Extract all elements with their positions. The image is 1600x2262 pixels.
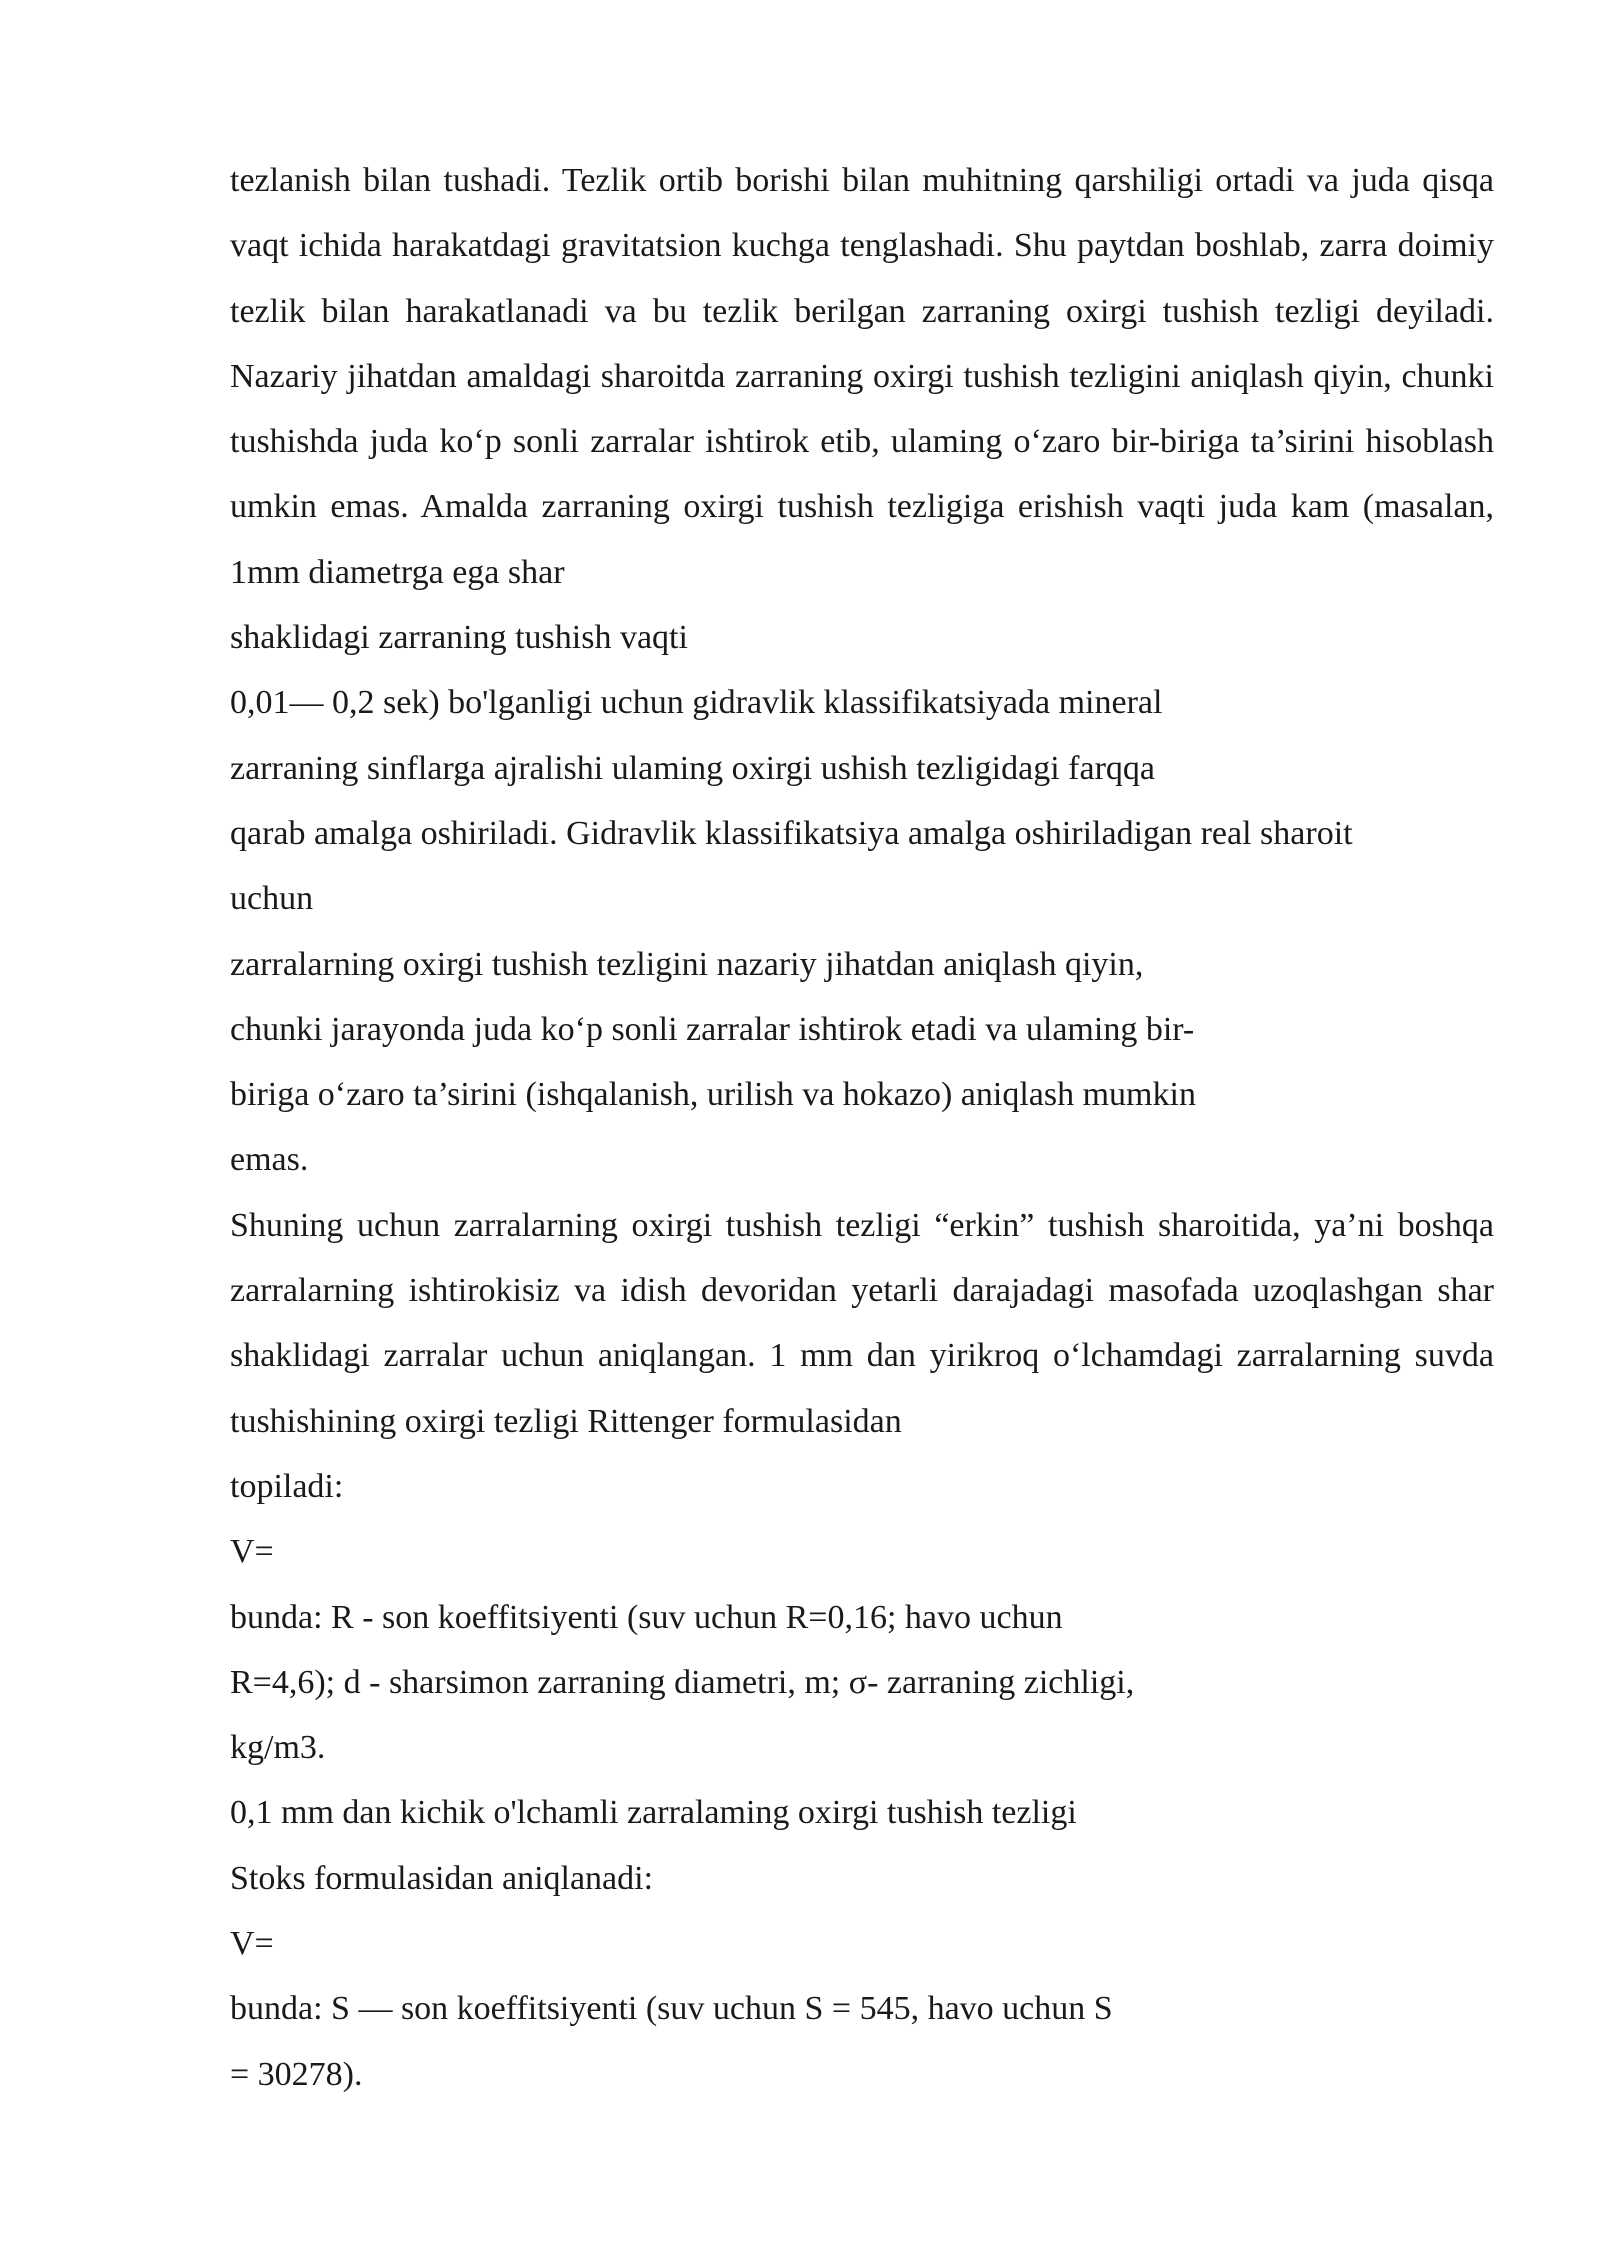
text-line: chunki jarayonda juda ko‘p sonli zarralar ishtirok etadi va ulaming bir- [230,1010,1195,1048]
text-line: Stoks formulasidan aniqlanadi: [230,1859,654,1897]
text-line: emas. [230,1141,309,1179]
text-line: topiladi: [230,1467,344,1505]
formula-rittenger: V= [230,1533,274,1571]
formula-stokes: V= [230,1925,274,1963]
document-page [230,148,1494,2107]
paragraph-terminal-velocity: tezlanish bilan tushadi. Tezlik ortib borishi bilan muhitning qarshiligi ortadi va juda qisqa vaqt ichida harakatdagi gravitatsion kuchga tenglashadi. Shu paytdan boshlab, zarra doimiy tezlik bilan harakatlanadi va bu tezlik berilgan zarraning oxirgi tushish tezligi deyiladi. Nazariy jihatdan amaldagi sharoitda zarraning oxirgi tushish tezligini aniqlash qiyin, chunki tushishda juda ko‘p sonli zarralar ishtirok etib, ulaming o‘zaro bir-biriga ta’sirini hisoblash umkin emas. Amalda zarraning oxirgi tushish tezligiga erishish vaqti juda kam (masalan, 1mm diametrga ega shar [230,162,1494,591]
text-line: 0,1 mm dan kichik o'lchamli zarralaming oxirgi tushish tezligi [230,1794,1077,1832]
text-line: bunda: S — son koeffitsiyenti (suv uchun S = 545, havo uchun S [230,1990,1113,2028]
text-line: zarraning sinflarga ajralishi ulaming oxirgi ushish tezligidagi farqqa [230,749,1155,787]
text-line: R=4,6); d - sharsimon zarraning diametri, m; σ- zarraning zichligi, [230,1663,1135,1701]
text-line: biriga o‘zaro ta’sirini (ishqalanish, urilish va hokazo) aniqlash mumkin [230,1076,1196,1114]
text-line: = 30278). [230,2055,363,2093]
text-line: shaklidagi zarraning tushish vaqti [230,619,688,657]
text-line: 0,01— 0,2 sek) bo'lganligi uchun gidravlik klassifikatsiyada mineral [230,684,1163,722]
text-line: uchun [230,880,314,918]
text-line: bunda: R - son koeffitsiyenti (suv uchun R=0,16; havo uchun [230,1598,1063,1636]
paragraph-free-fall: Shuning uchun zarralarning oxirgi tushish tezligi “erkin” tushish sharoitida, ya’ni boshqa zarralarning ishtirokisiz va idish devoridan yetarli darajadagi masofada uzoqlashgan shar shaklidagi zarralar uchun aniqlangan. 1 mm dan yirikroq o‘lchamdagi zarralarning suvda tushishining oxirgi tezligi Rittenger formulasidan [230,1206,1494,1440]
text-line: qarab amalga oshiriladi. Gidravlik klassifikatsiya amalga oshiriladigan real sharoit [230,814,1353,852]
text-line: kg/m3. [230,1729,326,1767]
text-line: zarralarning oxirgi tushish tezligini nazariy jihatdan aniqlash qiyin, [230,945,1144,983]
